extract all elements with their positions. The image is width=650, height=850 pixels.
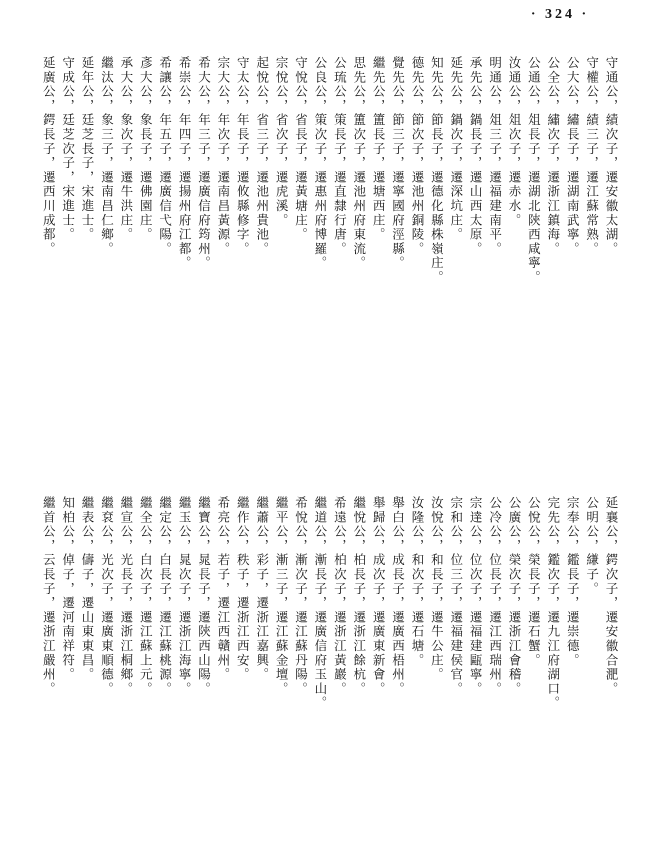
genealogy-entry: 舉歸公，成次子，遷廣東新會。 — [371, 496, 386, 697]
genealogy-entry: 公廣公，榮次子，遷浙江會稽。 — [506, 496, 521, 697]
genealogy-entry: 汝通公，俎次子，遷赤水。 — [506, 56, 521, 228]
page-number: · 324 · — [530, 7, 590, 22]
genealogy-entry: 守成公，廷芝次子，宋進士。 — [60, 56, 75, 242]
genealogy-entry: 繼道公，漸長子，遷廣信府玉山。 — [312, 496, 327, 711]
genealogy-entry: 公通公，俎長子，遷湖北陝西咸寧。 — [526, 56, 541, 285]
genealogy-entry: 繼宣公，光長子，遷浙江桐鄉。 — [118, 496, 133, 697]
genealogy-entry: 公大公，繡長子，遷湖南武寧。 — [565, 56, 580, 257]
genealogy-entry: 汝悅公，和長子，遷牛公庄。 — [429, 496, 444, 682]
lower-text-block — [30, 496, 620, 826]
genealogy-entry: 延襄公，鍔次子，遷安徽合淝。 — [604, 496, 618, 697]
genealogy-entry: 起悅公，省三子，遷池州貴池。 — [254, 56, 269, 257]
genealogy-entry: 希大公，年三子，遷廣信府筠州。 — [196, 56, 211, 271]
genealogy-entry: 宗奉公，鑑長子，遷崇德。 — [565, 496, 580, 668]
genealogy-entry: 繼表公，儔子，遷山東東昌。 — [80, 496, 95, 682]
genealogy-entry: 公悅公，榮長子，遷石蟹。 — [526, 496, 541, 668]
genealogy-entry: 守悅公，省長子，遷黃塘庄。 — [293, 56, 308, 242]
genealogy-entry: 公琉公，策長子，遷直隸行唐。 — [332, 56, 347, 257]
genealogy-entry: 守太公，年長子，遷攸縣修字。 — [235, 56, 250, 257]
genealogy-entry: 繼悅公，柏長子，遷浙江餘杭。 — [351, 496, 366, 697]
genealogy-entry: 繼首公，云長子，遷浙江嚴州。 — [41, 496, 56, 697]
genealogy-entry: 繼袞公，光次子，遷廣東順德。 — [99, 496, 114, 697]
genealogy-entry: 承先公，鍋長子，遷山西太原。 — [468, 56, 483, 257]
genealogy-entry: 希亮公，若子，遷江西贛州。 — [215, 496, 230, 682]
genealogy-entry: 思先公，簠次子，遷池州府東流。 — [351, 56, 366, 271]
genealogy-entry: 明通公，俎三子，遷福建南平。 — [487, 56, 502, 257]
genealogy-entry: 繼蕭公，彩子，遷浙江嘉興。 — [254, 496, 269, 682]
genealogy-entry: 繼汰公，象三子，遷南昌仁鄉。 — [99, 56, 114, 257]
genealogy-entry: 宗悅公，省次子，遷虎溪。 — [274, 56, 289, 228]
genealogy-entry: 守通公，績次子，遷安徽太湖。 — [604, 56, 618, 257]
genealogy-entry: 公冷公，位長子，遷江西瑞州。 — [487, 496, 502, 697]
genealogy-entry: 繼玉公，晁次子，遷浙江海寧。 — [177, 496, 192, 697]
genealogy-entry: 公全公，繡次子，遷浙江鎮海。 — [545, 56, 560, 257]
genealogy-entry: 宗大公，年次子，遷南昌黃源。 — [215, 56, 230, 257]
upper-text-block — [30, 56, 620, 386]
genealogy-entry: 延先公，鍋次子，遷深坑庄。 — [448, 56, 463, 242]
genealogy-entry: 繼寶公，晁長子，遷陝西山陽。 — [196, 496, 211, 697]
genealogy-entry: 延廣公，鍔長子，遷西川成都。 — [41, 56, 56, 257]
genealogy-entry: 守權公，績三子，遷江蘇常熟。 — [584, 56, 599, 257]
genealogy-entry: 宗和公，位三子，遷福建侯官。 — [448, 496, 463, 697]
genealogy-entry: 繼全公，白次子，遷江蘇上元。 — [138, 496, 153, 697]
genealogy-entry: 德先公，節次子，遷池州銅陵。 — [409, 56, 424, 257]
genealogy-entry: 宗達公，位次子，遷福建甌寧。 — [468, 496, 483, 697]
genealogy-entry: 彥大公，象長子，遷佛園庄。 — [138, 56, 153, 242]
genealogy-entry: 希悅公，漸次子，遷江蘇丹陽。 — [293, 496, 308, 697]
genealogy-entry: 繼先公，簠長子，遷塘西庄。 — [371, 56, 386, 242]
genealogy-entry: 公良公，策次子，遷惠州府博羅。 — [312, 56, 327, 271]
genealogy-entry: 繼作公，秩子，遷浙江西安。 — [235, 496, 250, 682]
genealogy-entry: 希遠公，柏次子，遷浙江黃巖。 — [332, 496, 347, 697]
genealogy-entry: 完先公，鑑次子，遷九江府湖口。 — [545, 496, 560, 711]
genealogy-entry: 公明公，縑子。 — [584, 496, 599, 597]
genealogy-entry: 繼平公，漸三子，遷江蘇金壇。 — [274, 496, 289, 697]
genealogy-entry: 延年公，廷芝長子，宋進士。 — [80, 56, 95, 242]
genealogy-entry: 覺先公，節三子，遷寧國府涇縣。 — [390, 56, 405, 271]
genealogy-entry: 知先公，節長子，遷德化縣株嶺庄。 — [429, 56, 444, 285]
genealogy-entry: 希讓公，年五子，遷廣信弋陽。 — [157, 56, 172, 257]
genealogy-entry: 汝隆公，和次子，遷石塘。 — [409, 496, 424, 668]
genealogy-entry: 希崇公，年四子，遷揚州府江都。 — [177, 56, 192, 271]
genealogy-entry: 繼定公，白長子，遷江蘇桃源。 — [157, 496, 172, 697]
genealogy-entry: 舉白公，成長子，遷廣西梧州。 — [390, 496, 405, 697]
genealogy-entry: 承大公，象次子，遷牛洪庄。 — [118, 56, 133, 242]
genealogy-entry: 知柏公，倬子，遷河南祥符。 — [60, 496, 75, 682]
